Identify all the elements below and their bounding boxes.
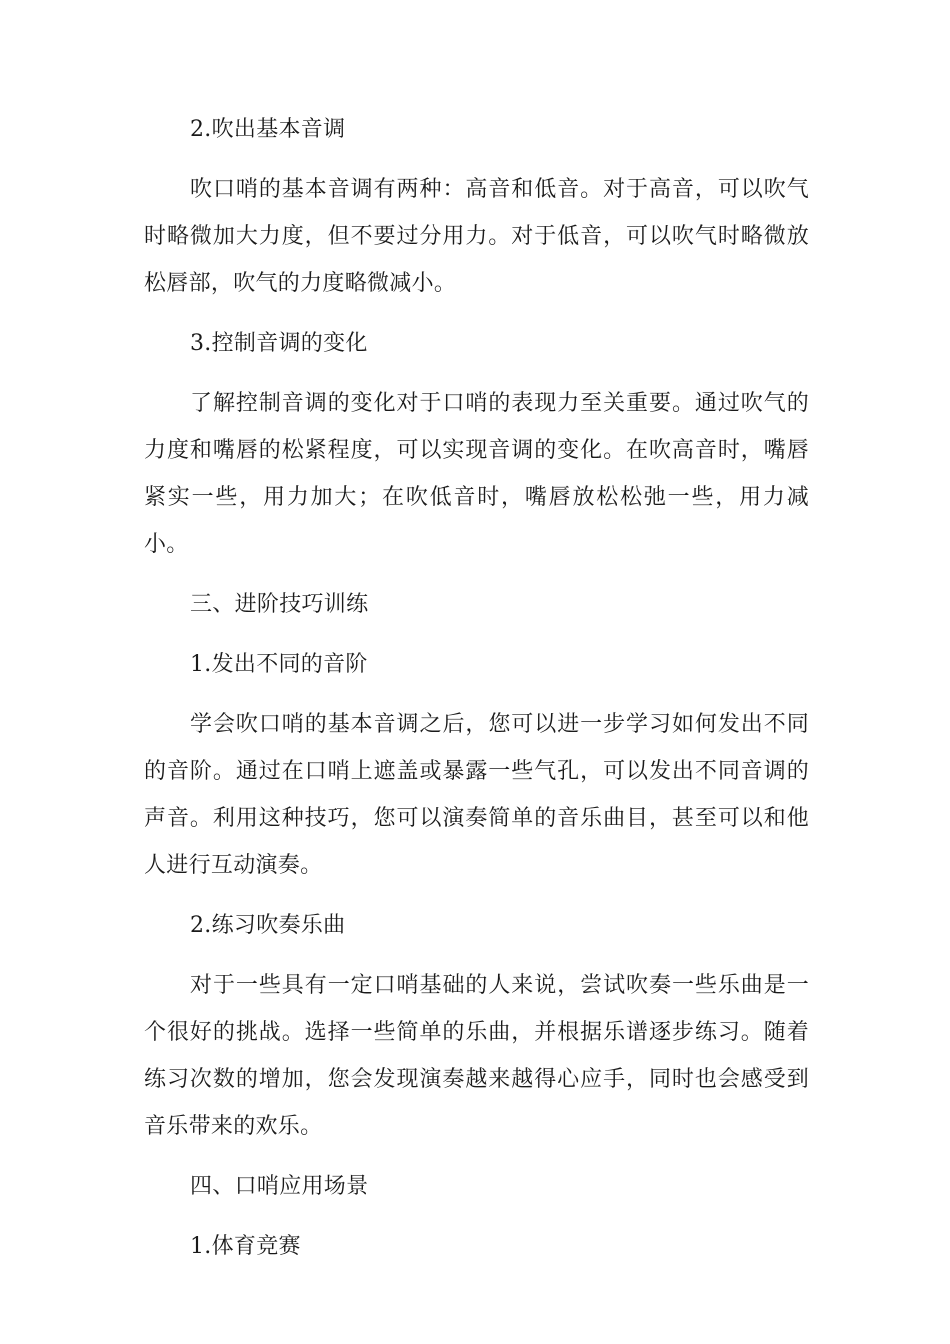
document-body [144, 106, 809, 1283]
section-heading: 3.控制音调的变化 [190, 331, 368, 356]
paragraph: 吹口哨的基本音调有两种：高音和低音。对于高音，可以吹气时略微加大力度，但不要过分用力。对于低音，可以吹气时略微放松唇部，吹气的力度略微减小。 [144, 177, 809, 296]
chapter-heading: 四、口哨应用场景 [190, 1174, 369, 1199]
section-heading: 2.练习吹奏乐曲 [190, 913, 346, 938]
chapter-heading: 三、进阶技巧训练 [190, 592, 369, 617]
section-heading: 1.体育竞赛 [190, 1234, 301, 1259]
paragraph: 学会吹口哨的基本音调之后，您可以进一步学习如何发出不同的音阶。通过在口哨上遮盖或暴露一些气孔，可以发出不同音调的声音。利用这种技巧，您可以演奏简单的音乐曲目，甚至可以和他人进行互动演奏。 [144, 712, 809, 878]
section-heading: 2.吹出基本音调 [190, 117, 346, 142]
paragraph: 对于一些具有一定口哨基础的人来说，尝试吹奏一些乐曲是一个很好的挑战。选择一些简单的乐曲，并根据乐谱逐步练习。随着练习次数的增加，您会发现演奏越来越得心应手，同时也会感受到音乐带来的欢乐。 [144, 973, 809, 1139]
section-heading: 1.发出不同的音阶 [190, 652, 368, 677]
paragraph: 了解控制音调的变化对于口哨的表现力至关重要。通过吹气的力度和嘴唇的松紧程度，可以实现音调的变化。在吹高音时，嘴唇紧实一些，用力加大；在吹低音时，嘴唇放松松弛一些，用力减小。 [144, 391, 809, 557]
